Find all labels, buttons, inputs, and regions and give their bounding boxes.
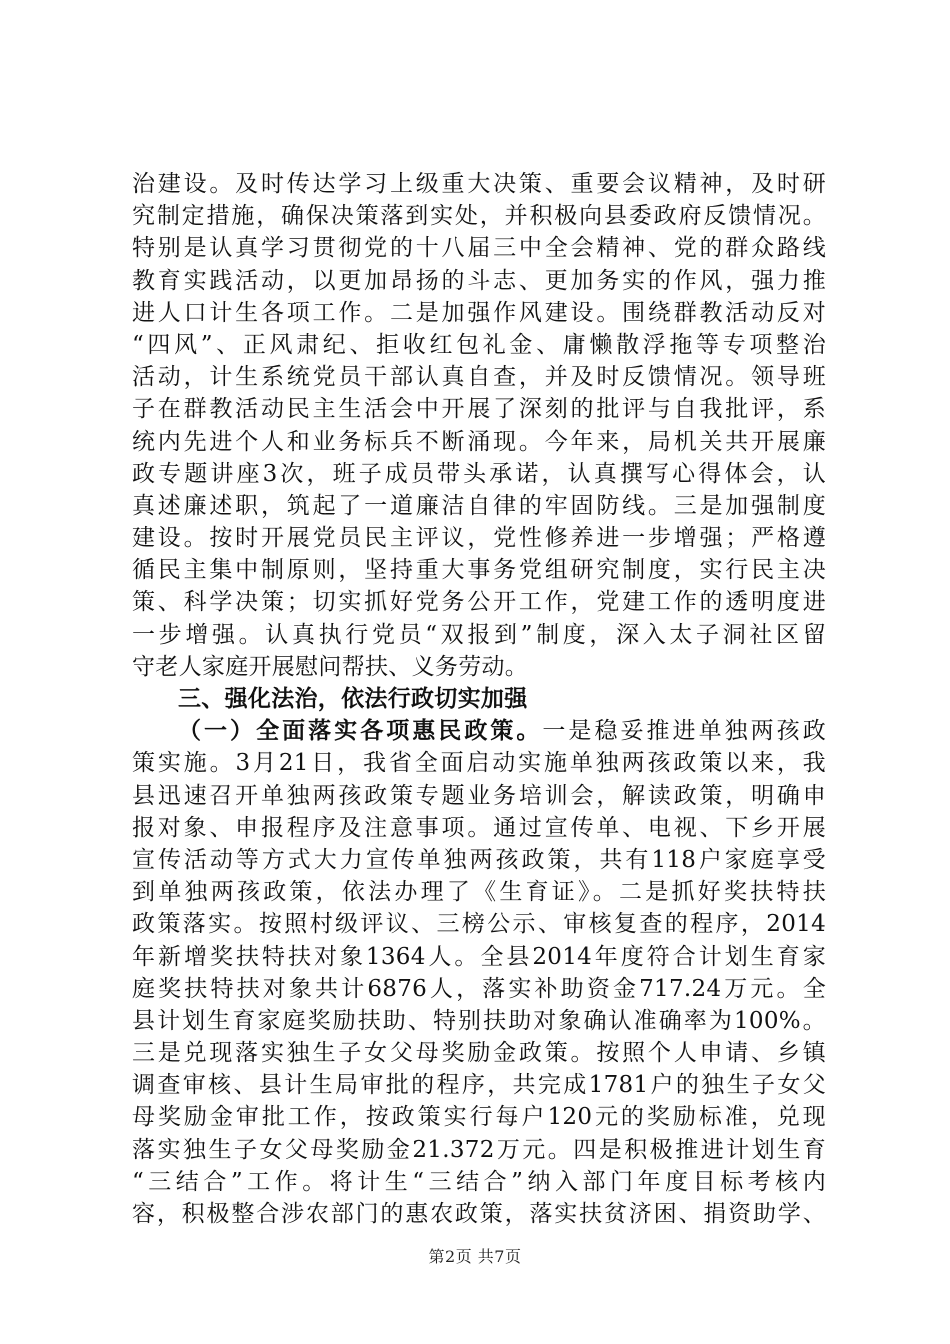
text-line: 政策落实。按照村级评议、三榜公示、审核复查的程序，2014 [132,911,826,938]
text-line: 县计划生育家庭奖励扶助、特别扶助对象确认准确率为100%。 [132,1007,826,1034]
text-line: 母奖励金审批工作，按政策实行每户120元的奖励标准，兑现 [132,1104,826,1131]
text-line: 策、科学决策；切实抓好党务公开工作，党建工作的透明度进 [132,589,826,616]
text-line: 究制定措施，确保决策落到实处，并积极向县委政府反馈情况。 [132,203,826,230]
text-line: 容，积极整合涉农部门的惠农政策，落实扶贫济困、捐资助学、 [132,1201,826,1227]
text-line: 政专题讲座3次，班子成员带头承诺，认真撰写心得体会，认 [132,460,826,487]
text-line: 教育实践活动，以更加昂扬的斗志、更加务实的作风，强力推 [132,267,826,294]
text-line: 调查审核、县计生局审批的程序，共完成1781户的独生子女父 [132,1072,826,1099]
text-line: 年新增奖扶特扶对象1364人。全县2014年度符合计划生育家 [132,943,826,970]
section-heading: 三、强化法治，依法行政切实加强 [178,686,528,712]
text-line: 治建设。及时传达学习上级重大决策、重要会议精神，及时研 [132,171,826,197]
text-line: 真述廉述职，筑起了一道廉洁自律的牢固防线。三是加强制度 [132,492,826,519]
text-line: 守老人家庭开展慰问帮扶、义务劳动。 [132,653,529,680]
text-line: “三结合”工作。将计生“三结合”纳入部门年度目标考核内 [132,1168,826,1195]
subheading: （一）全面落实各项惠民政策。 [178,718,543,745]
text-line: 到单独两孩政策，依法办理了《生育证》。二是抓好奖扶特扶 [132,879,826,906]
document-body [132,168,826,1230]
subheading-tail: 一是稳妥推进单独两孩政 [542,718,826,745]
text-line: 庭奖扶特扶对象共计6876人，落实补助资金717.24万元。全 [132,975,826,1002]
text-line: 落实独生子女父母奖励金21.372万元。四是积极推进计划生育 [132,1136,826,1163]
text-line: 宣传活动等方式大力宣传单独两孩政策，共有118户家庭享受 [132,846,826,873]
text-line: 报对象、申报程序及注意事项。通过宣传单、电视、下乡开展 [132,814,826,841]
text-line: 特别是认真学习贯彻党的十八届三中全会精神、党的群众路线 [132,235,826,262]
subheading-line [132,715,826,747]
text-line: “四风”、正风肃纪、拒收红包礼金、庸懒散浮拖等专项整治 [132,331,826,358]
text-line: 三是兑现落实独生子女父母奖励金政策。按照个人申请、乡镇 [132,1040,826,1067]
page-footer: 第2页 共7页 [428,1247,522,1266]
text-line: 策实施。3月21日，我省全面启动实施单独两孩政策以来，我 [132,750,826,777]
text-line: 子在群教活动民主生活会中开展了深刻的批评与自我批评，系 [132,396,826,423]
text-line: 县迅速召开单独两孩政策专题业务培训会，解读政策，明确申 [132,782,826,809]
text-line: 循民主集中制原则，坚持重大事务党组研究制度，实行民主决 [132,557,826,584]
text-line: 统内先进个人和业务标兵不断涌现。今年来，局机关共开展廉 [132,428,826,455]
text-line: 建设。按时开展党员民主评议，党性修养进一步增强；严格遵 [132,525,826,552]
text-line: 一步增强。认真执行党员“双报到”制度，深入太子洞社区留 [132,621,826,648]
text-line: 活动，计生系统党员干部认真自查，并及时反馈情况。领导班 [132,364,826,391]
paragraph-party-building [132,168,826,683]
paragraph-policies [132,747,826,1230]
text-line: 进人口计生各项工作。二是加强作风建设。围绕群教活动反对 [132,299,826,326]
